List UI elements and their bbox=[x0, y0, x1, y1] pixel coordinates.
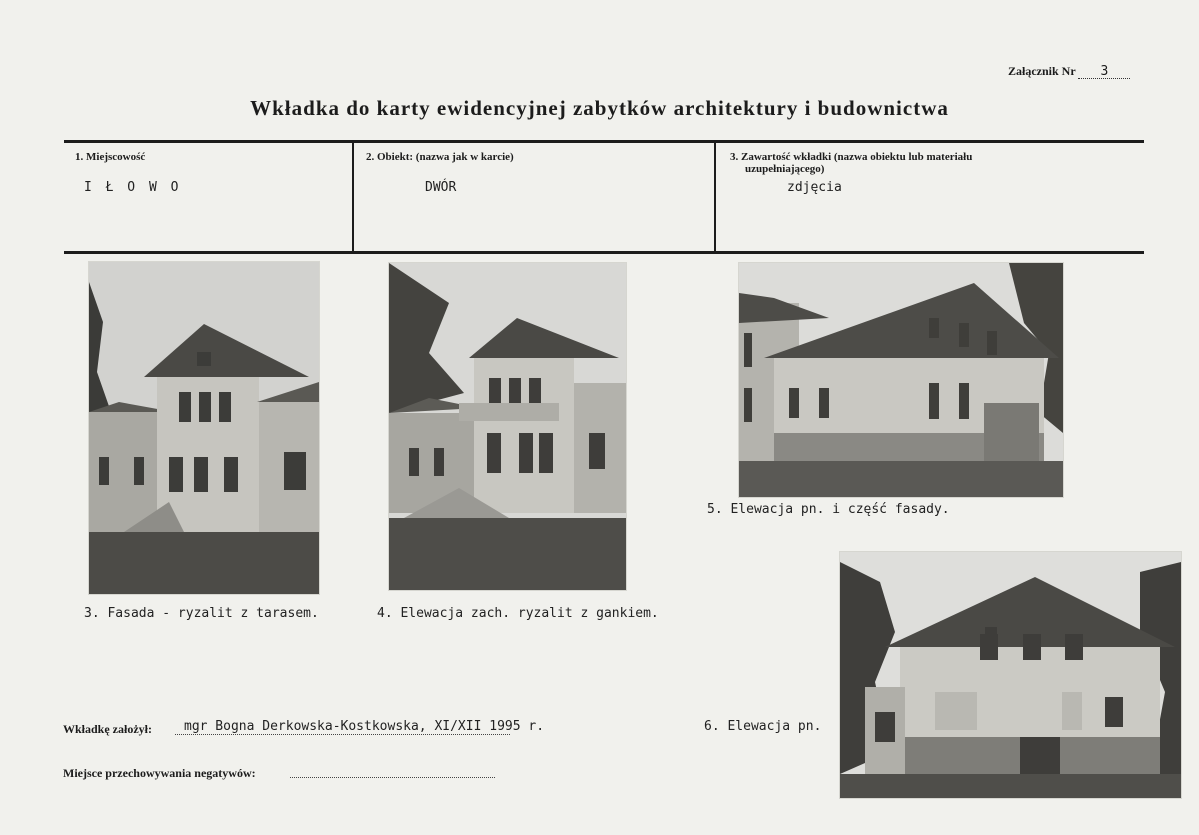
caption-photo-3: 3. Fasada - ryzalit z tarasem. bbox=[84, 606, 319, 621]
photo-north-elevation bbox=[839, 551, 1182, 799]
field-contents-label-line1: 3. Zawartość wkładki (nazwa obiektu lub materiału bbox=[730, 151, 973, 163]
caption-photo-6: 6. Elewacja pn. bbox=[704, 719, 822, 734]
form-divider-2 bbox=[714, 143, 716, 251]
author-value: mgr Bogna Derkowska-Kostkowska, XI/XII 1995 r. bbox=[184, 719, 545, 734]
field-contents-value: zdjęcia bbox=[787, 180, 842, 195]
form-divider-1 bbox=[352, 143, 354, 251]
field-locality-value: I Ł O W O bbox=[84, 180, 182, 195]
annex-number: 3 bbox=[1078, 66, 1130, 79]
field-contents-label-line2: uzupełniającego) bbox=[745, 163, 825, 175]
field-object-label: 2. Obiekt: (nazwa jak w karcie) bbox=[366, 151, 514, 163]
form-bottom-rule bbox=[64, 251, 1144, 254]
annex-label: Załącznik Nr bbox=[1008, 64, 1076, 78]
annex-number-field bbox=[1008, 64, 1130, 79]
negatives-storage-dotted-line bbox=[290, 777, 495, 778]
caption-photo-4: 4. Elewacja zach. ryzalit z gankiem. bbox=[377, 606, 659, 621]
photo-west-elevation bbox=[388, 262, 627, 591]
caption-photo-5: 5. Elewacja pn. i część fasady. bbox=[707, 502, 950, 517]
document-title: Wkładka do karty ewidencyjnej zabytków architektury i budownictwa bbox=[250, 96, 949, 120]
photo-north-elevation-facade bbox=[738, 262, 1064, 498]
author-dotted-line bbox=[175, 734, 510, 735]
author-label: Wkładkę założył: bbox=[63, 722, 152, 736]
form-top-rule bbox=[64, 140, 1144, 143]
field-locality-label: 1. Miejscowość bbox=[75, 151, 146, 163]
field-object-value: DWÓR bbox=[425, 180, 457, 195]
photo-facade bbox=[88, 261, 320, 595]
negatives-storage-label: Miejsce przechowywania negatywów: bbox=[63, 766, 256, 780]
